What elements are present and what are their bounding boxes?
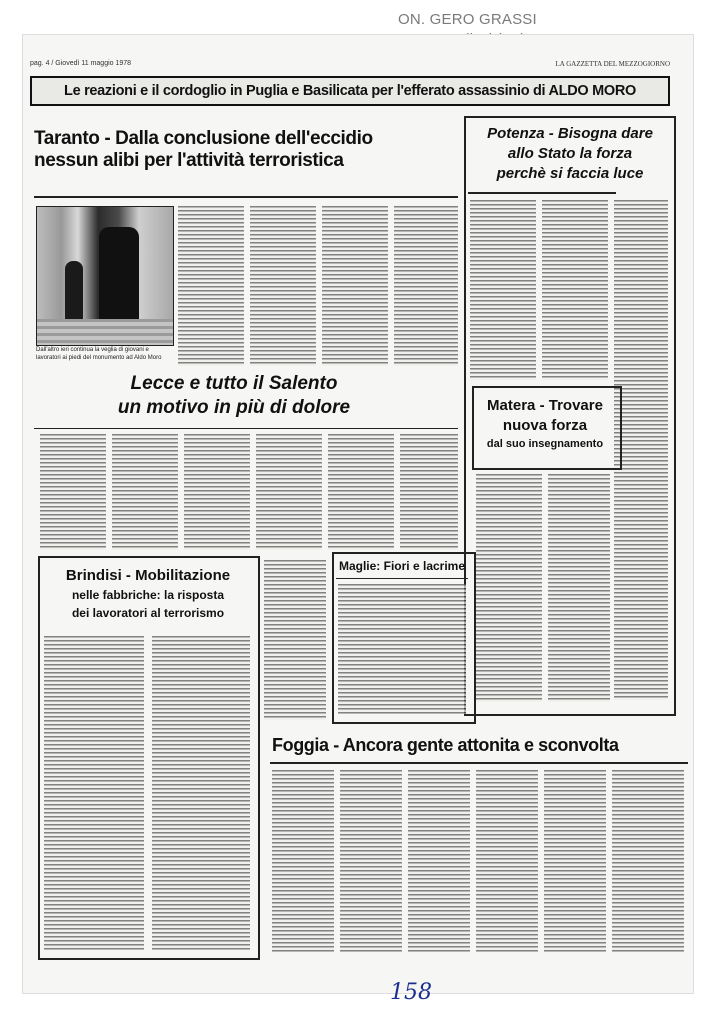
- potenza-rule: [468, 192, 616, 194]
- matera-headline-line1: Matera - Trovare: [487, 397, 603, 414]
- text-column: [470, 200, 536, 380]
- stamp-name: ON. GERO GRASSI: [398, 11, 537, 28]
- text-column: [250, 206, 316, 366]
- brindisi-headline-line2: nelle fabbriche: la risposta: [71, 588, 225, 602]
- page-date: pag. 4 / Giovedì 11 maggio 1978: [30, 60, 132, 67]
- taranto-photo: [36, 206, 174, 346]
- lecce-rule: [34, 428, 458, 429]
- text-column: [542, 200, 608, 380]
- photo-figure: [99, 227, 139, 331]
- text-column: [272, 770, 334, 952]
- text-column: [614, 200, 668, 700]
- lecce-headline-line2: un motivo in più di dolore: [117, 397, 351, 418]
- text-column: [612, 770, 684, 952]
- matera-headline: [474, 396, 616, 452]
- text-column: [338, 584, 466, 714]
- potenza-headline: [476, 124, 664, 184]
- text-column: [340, 770, 402, 952]
- text-column: [322, 206, 388, 366]
- text-column: [394, 206, 458, 366]
- brindisi-headline: [42, 566, 254, 622]
- photo-steps: [37, 319, 173, 345]
- text-column: [178, 206, 244, 366]
- potenza-headline-line3: perchè si faccia luce: [496, 165, 644, 182]
- taranto-headline: [34, 128, 373, 172]
- foggia-headline: Foggia - Ancora gente attonita e sconvolta: [272, 735, 619, 755]
- photo-caption: Dall'altro ieri continua la veglia di giovani e lavoratori ai piedi del monumento ad Aldo Moro: [36, 347, 162, 361]
- text-column: [112, 434, 178, 550]
- maglie-headline: Maglie: Fiori e lacrime: [338, 559, 466, 573]
- brindisi-headline-line1: Brindisi - Mobilitazione: [65, 567, 231, 584]
- text-column: [152, 636, 250, 950]
- text-column: [476, 770, 538, 952]
- text-column: [328, 434, 394, 550]
- lecce-headline: [44, 372, 424, 420]
- newspaper-title: LA GAZZETTA DEL MEZZOGIORNO: [555, 60, 670, 68]
- text-column: [408, 770, 470, 952]
- taranto-rule: [34, 196, 458, 198]
- text-column: [400, 434, 458, 550]
- taranto-headline-line2: nessun alibi per l'attività terroristica: [34, 150, 344, 171]
- matera-headline-line3: dal suo insegnamento: [486, 438, 604, 450]
- lecce-headline-line1: Lecce e tutto il Salento: [130, 373, 338, 394]
- potenza-headline-line2: allo Stato la forza: [507, 145, 633, 162]
- brindisi-headline-line3: dei lavoratori al terrorismo: [71, 606, 225, 620]
- taranto-headline-line1: Taranto - Dalla conclusione dell'eccidio: [34, 128, 373, 149]
- text-column: [476, 474, 542, 702]
- text-column: [548, 474, 610, 702]
- foggia-rule: [270, 762, 688, 764]
- matera-headline-line2: nuova forza: [502, 417, 588, 434]
- page-header: [30, 60, 670, 72]
- text-column: [256, 434, 322, 550]
- page-banner: Le reazioni e il cordoglio in Puglia e Basilicata per l'efferato assassinio di ALDO MORO: [30, 76, 670, 106]
- potenza-headline-line1: Potenza - Bisogna dare: [487, 125, 653, 142]
- text-column: [264, 560, 326, 720]
- text-column: [544, 770, 606, 952]
- handwritten-page-number: 158: [390, 980, 432, 1005]
- text-column: [44, 636, 144, 950]
- text-column: [184, 434, 250, 550]
- text-column: [40, 434, 106, 550]
- maglie-rule: [336, 578, 468, 579]
